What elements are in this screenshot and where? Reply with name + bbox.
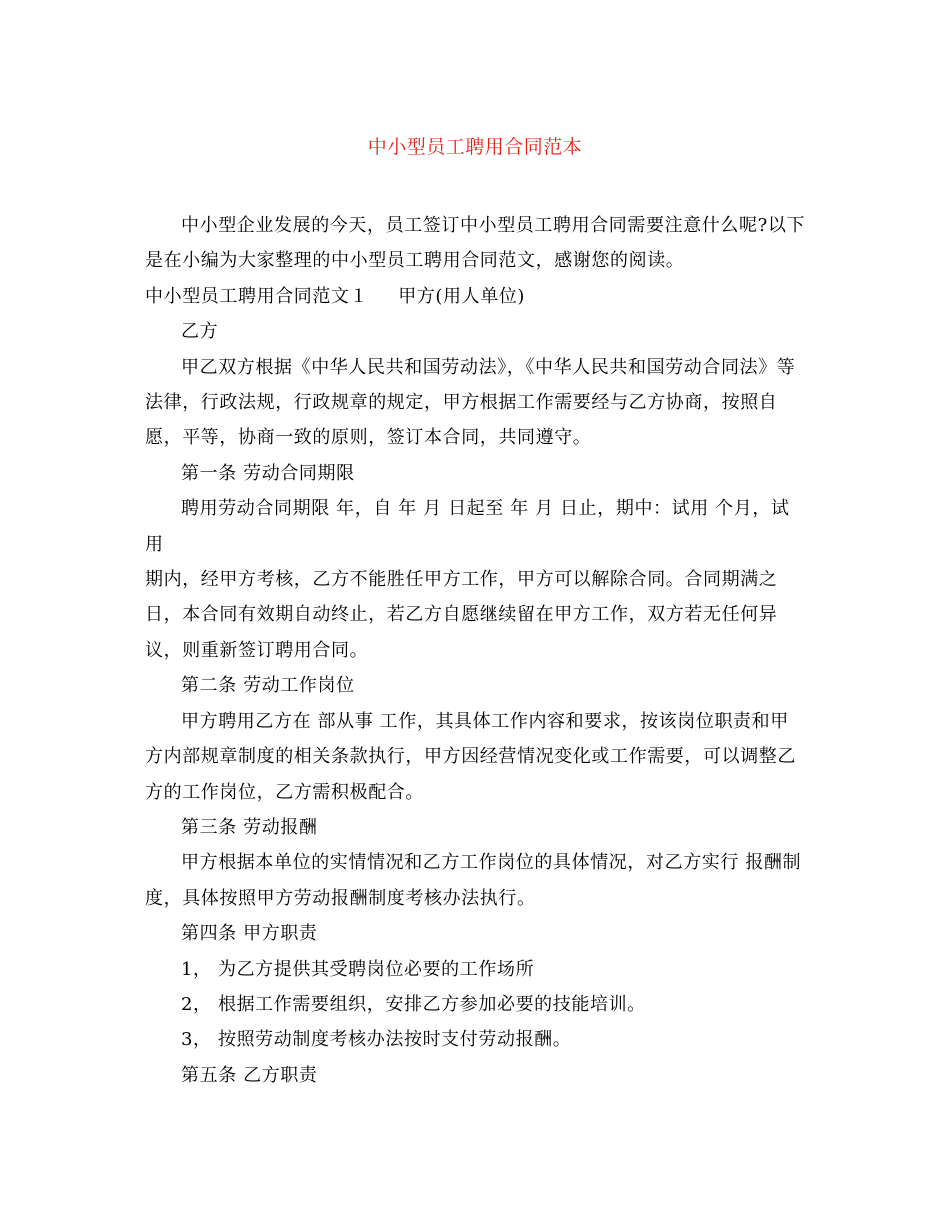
intro-paragraph: 中小型企业发展的今天，员工签订中小型员工聘用合同需要注意什么呢?以下是在小编为大家整理的中小型员工聘用合同范文，感谢您的阅读。 — [145, 215, 806, 272]
sample-heading-line — [145, 279, 807, 314]
document-title: 中小型员工聘用合同范本 — [367, 136, 583, 158]
article-1-title: 第一条 劳动合同期限 — [181, 462, 355, 484]
article-1-line-4: 议，则重新签订聘用合同。 — [145, 639, 369, 661]
article-1-line-1: 聘用劳动合同期限 年，自 年 月 日起至 年 月 日止，期中：试用 个月，试用 — [145, 498, 790, 555]
article-2-title: 第二条 劳动工作岗位 — [181, 675, 355, 697]
party-b-label: 乙方 — [181, 321, 219, 343]
article-1-line-2: 期内，经甲方考核，乙方不能胜任甲方工作，甲方可以解除合同。合同期满之 — [145, 569, 778, 591]
article-3-body: 甲方根据本单位的实情情况和乙方工作岗位的具体情况，对乙方实行 报酬制度，具体按照甲方劳动报酬制度考核办法执行。 — [145, 852, 802, 909]
article-3-title: 第三条 劳动报酬 — [181, 816, 318, 838]
article-5-title: 第五条 乙方职责 — [181, 1064, 318, 1086]
preamble-paragraph: 甲乙双方根据《中华人民共和国劳动法》，《中华人民共和国劳动合同法》等法律，行政法规，行政规章的规定，甲方根据工作需要经与乙方协商，按照自愿，平等，协商一致的原则，签订本合同，共同遵守。 — [145, 356, 796, 449]
article-4-item-1: 1， 为乙方提供其受聘岗位必要的工作场所 — [181, 958, 535, 980]
article-4-item-2: 2， 根据工作需要组织，安排乙方参加必要的技能培训。 — [181, 993, 646, 1015]
article-1-line-3: 日，本合同有效期自动终止，若乙方自愿继续留在甲方工作，双方若无任何异 — [145, 604, 778, 626]
sample-heading: 中小型员工聘用合同范文１ — [145, 285, 369, 307]
article-2-body: 甲方聘用乙方在 部从事 工作，其具体工作内容和要求，按该岗位职责和甲方内部规章制度的相关条款执行，甲方因经营情况变化或工作需要，可以调整乙方的工作岗位，乙方需积极配合。 — [145, 710, 796, 803]
document-body — [145, 208, 807, 1093]
article-4-item-3: 3， 按照劳动制度考核办法按时支付劳动报酬。 — [181, 1029, 572, 1051]
party-a-label: 甲方(用人单位) — [398, 285, 526, 307]
article-4-title: 第四条 甲方职责 — [181, 923, 318, 945]
